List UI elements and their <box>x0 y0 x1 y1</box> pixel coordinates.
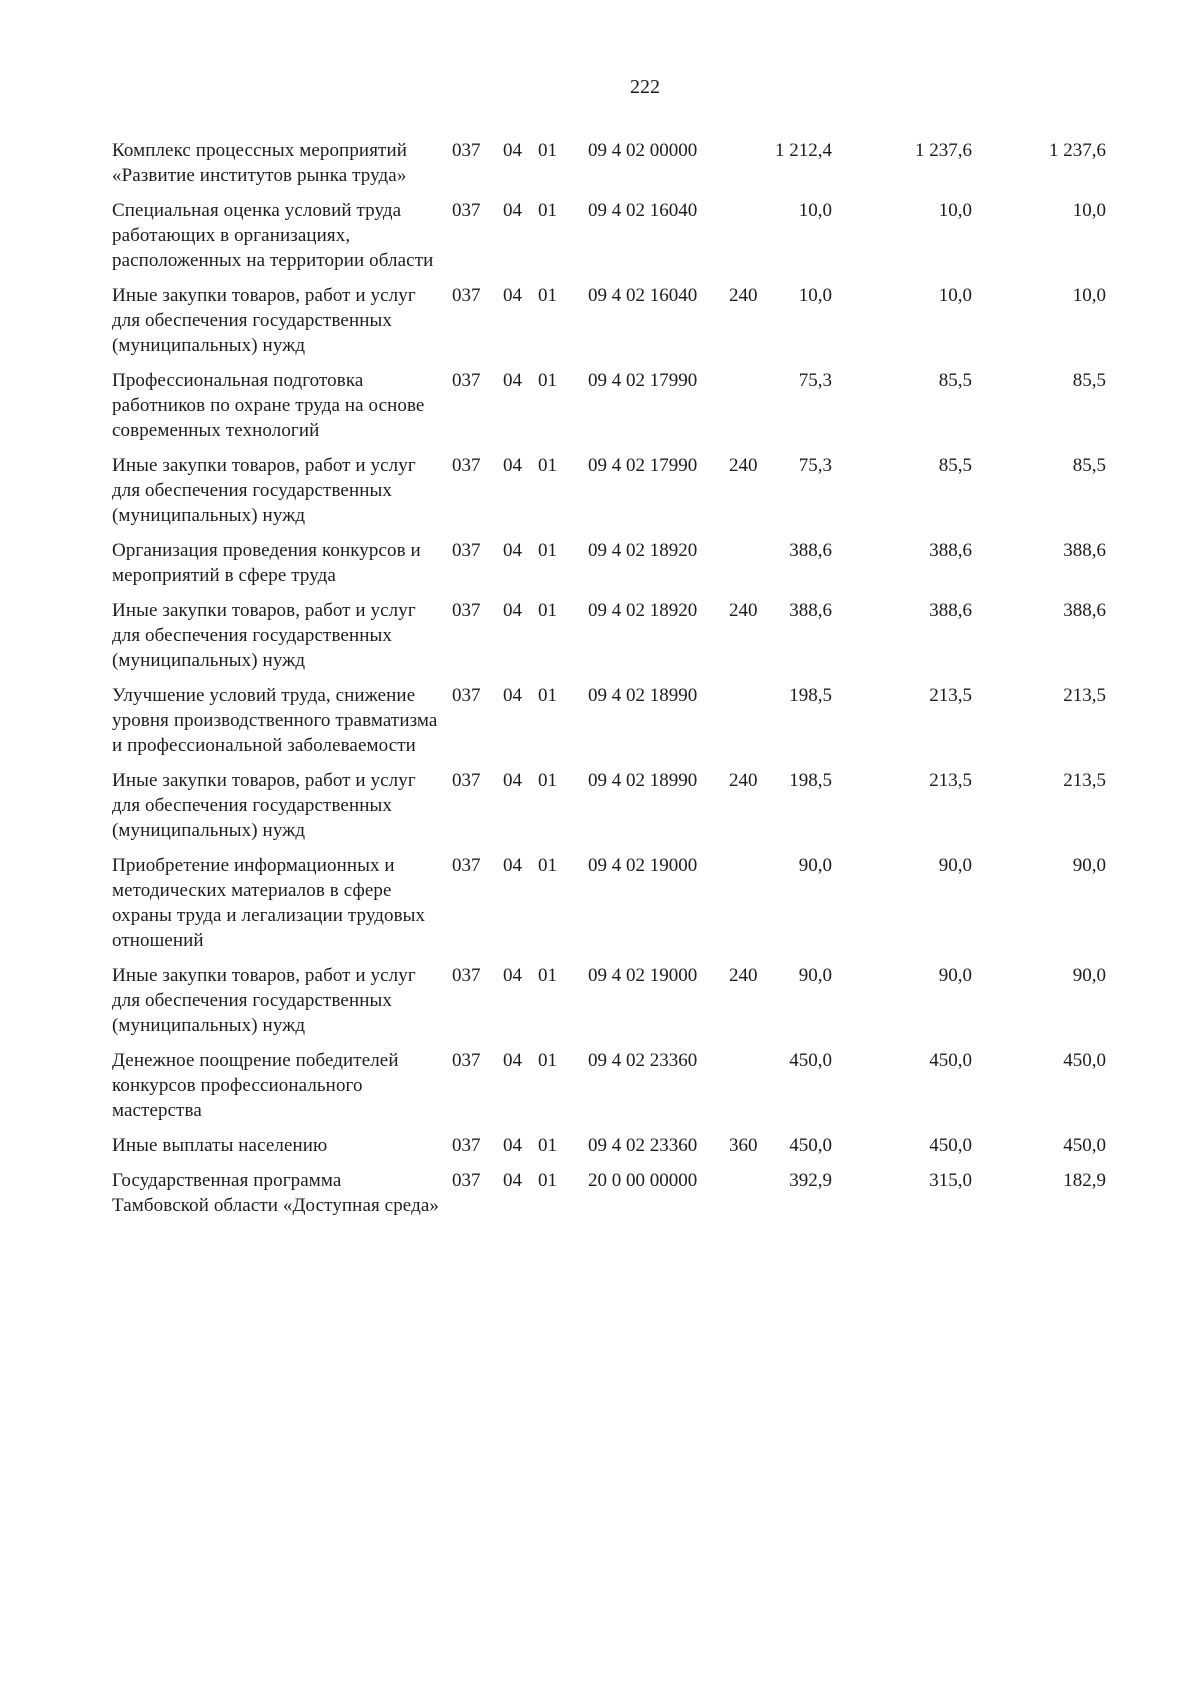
table-row <box>112 683 1192 758</box>
amount-year-3: 1 237,6 <box>1049 140 1106 161</box>
expense-type-code: 240 <box>729 600 758 621</box>
subsection-code: 01 <box>538 1135 557 1156</box>
amount-year-2: 450,0 <box>929 1135 972 1156</box>
admin-code: 037 <box>452 140 481 161</box>
amount-year-1: 75,3 <box>798 455 832 476</box>
subsection-code: 01 <box>538 600 557 621</box>
target-article-code: 09 4 02 19000 <box>588 855 698 876</box>
amount-year-2: 10,0 <box>938 200 972 221</box>
section-code: 04 <box>503 600 522 621</box>
row-description: Комплекс процессных мероприятий «Развитие институтов рынка труда» <box>112 140 407 186</box>
amount-year-2: 10,0 <box>938 285 972 306</box>
admin-code: 037 <box>452 855 481 876</box>
amount-year-2: 213,5 <box>929 685 972 706</box>
amount-year-2: 85,5 <box>938 370 972 391</box>
amount-year-2: 1 237,6 <box>915 140 972 161</box>
amount-year-2: 388,6 <box>929 540 972 561</box>
section-code: 04 <box>503 140 522 161</box>
amount-year-1: 10,0 <box>798 200 832 221</box>
table-row <box>112 138 1192 188</box>
table-row <box>112 453 1192 528</box>
amount-year-1: 198,5 <box>789 685 832 706</box>
amount-year-1: 10,0 <box>798 285 832 306</box>
table-row <box>112 598 1192 673</box>
amount-year-2: 388,6 <box>929 600 972 621</box>
section-code: 04 <box>503 540 522 561</box>
amount-year-2: 90,0 <box>938 855 972 876</box>
row-description: Иные закупки товаров, работ и услуг для обеспечения государственных (муниципальных) нужд <box>112 770 416 841</box>
subsection-code: 01 <box>538 370 557 391</box>
amount-year-3: 450,0 <box>1063 1050 1106 1071</box>
admin-code: 037 <box>452 455 481 476</box>
amount-year-1: 388,6 <box>789 600 832 621</box>
amount-year-3: 213,5 <box>1063 685 1106 706</box>
row-description: Денежное поощрение победителей конкурсов профессионального мастерства <box>112 1050 399 1121</box>
amount-year-3: 85,5 <box>1072 370 1106 391</box>
target-article-code: 09 4 02 17990 <box>588 455 698 476</box>
target-article-code: 09 4 02 23360 <box>588 1050 698 1071</box>
amount-year-3: 90,0 <box>1072 855 1106 876</box>
amount-year-1: 450,0 <box>789 1135 832 1156</box>
amount-year-1: 1 212,4 <box>775 140 832 161</box>
section-code: 04 <box>503 455 522 476</box>
admin-code: 037 <box>452 370 481 391</box>
table-row <box>112 283 1192 358</box>
target-article-code: 09 4 02 16040 <box>588 285 698 306</box>
admin-code: 037 <box>452 1135 481 1156</box>
target-article-code: 09 4 02 18920 <box>588 540 698 561</box>
subsection-code: 01 <box>538 770 557 791</box>
subsection-code: 01 <box>538 200 557 221</box>
subsection-code: 01 <box>538 1050 557 1071</box>
expense-type-code: 240 <box>729 965 758 986</box>
amount-year-3: 10,0 <box>1072 200 1106 221</box>
amount-year-3: 85,5 <box>1072 455 1106 476</box>
subsection-code: 01 <box>538 685 557 706</box>
row-description: Государственная программа Тамбовской области «Доступная среда» <box>112 1170 439 1216</box>
admin-code: 037 <box>452 1170 481 1191</box>
page-number: 222 <box>630 76 660 98</box>
amount-year-1: 90,0 <box>798 855 832 876</box>
section-code: 04 <box>503 370 522 391</box>
target-article-code: 09 4 02 19000 <box>588 965 698 986</box>
row-description: Специальная оценка условий труда работающих в организациях, расположенных на территории области <box>112 200 434 271</box>
admin-code: 037 <box>452 685 481 706</box>
amount-year-1: 392,9 <box>789 1170 832 1191</box>
row-description: Иные закупки товаров, работ и услуг для обеспечения государственных (муниципальных) нужд <box>112 455 416 526</box>
section-code: 04 <box>503 1050 522 1071</box>
row-description: Иные закупки товаров, работ и услуг для обеспечения государственных (муниципальных) нужд <box>112 285 416 356</box>
target-article-code: 09 4 02 00000 <box>588 140 698 161</box>
row-description: Иные выплаты населению <box>112 1135 328 1156</box>
table-row <box>112 853 1192 953</box>
target-article-code: 20 0 00 00000 <box>588 1170 698 1191</box>
amount-year-2: 315,0 <box>929 1170 972 1191</box>
amount-year-1: 90,0 <box>798 965 832 986</box>
amount-year-1: 198,5 <box>789 770 832 791</box>
admin-code: 037 <box>452 965 481 986</box>
target-article-code: 09 4 02 17990 <box>588 370 698 391</box>
subsection-code: 01 <box>538 965 557 986</box>
amount-year-2: 90,0 <box>938 965 972 986</box>
target-article-code: 09 4 02 16040 <box>588 200 698 221</box>
section-code: 04 <box>503 1170 522 1191</box>
section-code: 04 <box>503 1135 522 1156</box>
budget-table <box>112 138 1192 1218</box>
expense-type-code: 240 <box>729 455 758 476</box>
section-code: 04 <box>503 965 522 986</box>
table-row <box>112 1048 1192 1123</box>
subsection-code: 01 <box>538 455 557 476</box>
target-article-code: 09 4 02 18990 <box>588 685 698 706</box>
amount-year-2: 213,5 <box>929 770 972 791</box>
admin-code: 037 <box>452 600 481 621</box>
expense-type-code: 360 <box>729 1135 758 1156</box>
admin-code: 037 <box>452 285 481 306</box>
section-code: 04 <box>503 200 522 221</box>
admin-code: 037 <box>452 1050 481 1071</box>
section-code: 04 <box>503 855 522 876</box>
row-description: Улучшение условий труда, снижение уровня производственного травматизма и профессиональной заболеваемости <box>112 685 438 756</box>
section-code: 04 <box>503 685 522 706</box>
expense-type-code: 240 <box>729 770 758 791</box>
target-article-code: 09 4 02 18990 <box>588 770 698 791</box>
table-row <box>112 1168 1192 1218</box>
subsection-code: 01 <box>538 1170 557 1191</box>
table-row <box>112 963 1192 1038</box>
section-code: 04 <box>503 285 522 306</box>
amount-year-1: 75,3 <box>798 370 832 391</box>
admin-code: 037 <box>452 200 481 221</box>
target-article-code: 09 4 02 18920 <box>588 600 698 621</box>
row-description: Организация проведения конкурсов и мероприятий в сфере труда <box>112 540 421 586</box>
amount-year-3: 10,0 <box>1072 285 1106 306</box>
amount-year-2: 450,0 <box>929 1050 972 1071</box>
subsection-code: 01 <box>538 285 557 306</box>
table-row <box>112 768 1192 843</box>
amount-year-3: 213,5 <box>1063 770 1106 791</box>
amount-year-2: 85,5 <box>938 455 972 476</box>
table-row <box>112 368 1192 443</box>
section-code: 04 <box>503 770 522 791</box>
subsection-code: 01 <box>538 540 557 561</box>
expense-type-code: 240 <box>729 285 758 306</box>
amount-year-1: 450,0 <box>789 1050 832 1071</box>
row-description: Профессиональная подготовка работников по охране труда на основе современных технологий <box>112 370 425 441</box>
admin-code: 037 <box>452 770 481 791</box>
amount-year-3: 388,6 <box>1063 600 1106 621</box>
table-row <box>112 198 1192 273</box>
admin-code: 037 <box>452 540 481 561</box>
row-description: Иные закупки товаров, работ и услуг для обеспечения государственных (муниципальных) нужд <box>112 965 416 1036</box>
amount-year-1: 388,6 <box>789 540 832 561</box>
subsection-code: 01 <box>538 140 557 161</box>
amount-year-3: 450,0 <box>1063 1135 1106 1156</box>
row-description: Иные закупки товаров, работ и услуг для обеспечения государственных (муниципальных) нужд <box>112 600 416 671</box>
target-article-code: 09 4 02 23360 <box>588 1135 698 1156</box>
amount-year-3: 182,9 <box>1063 1170 1106 1191</box>
amount-year-3: 388,6 <box>1063 540 1106 561</box>
row-description: Приобретение информационных и методических материалов в сфере охраны труда и легализации трудовых отношений <box>112 855 426 951</box>
table-row <box>112 1133 1192 1158</box>
amount-year-3: 90,0 <box>1072 965 1106 986</box>
table-row <box>112 538 1192 588</box>
subsection-code: 01 <box>538 855 557 876</box>
